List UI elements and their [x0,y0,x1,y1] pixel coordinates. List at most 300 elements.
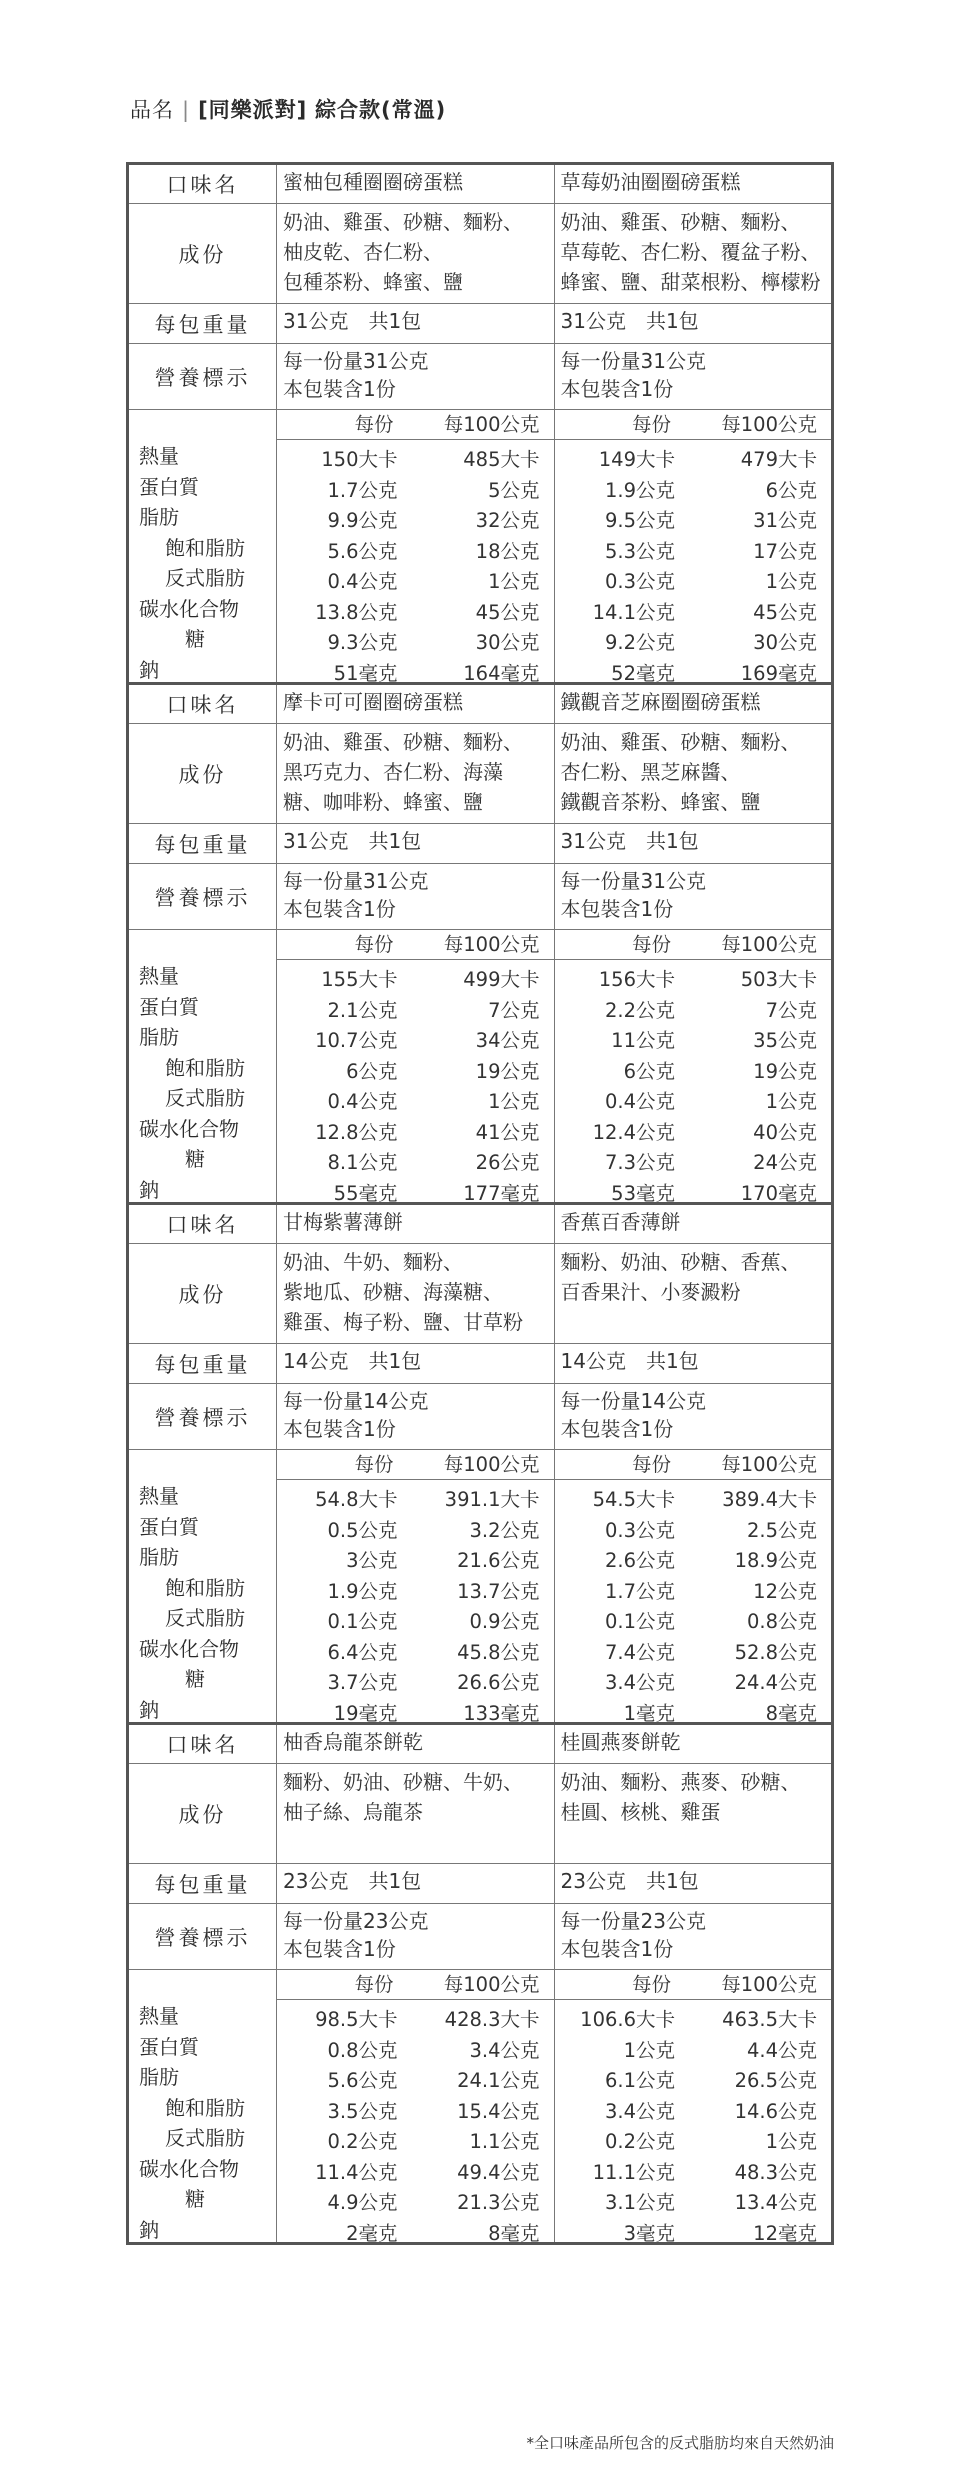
per-serving-value: 98.5大卡 [315,2008,398,2031]
weight-row-cell: 23公克 共1包 [554,1864,832,1903]
nutrition-label-row [129,344,831,410]
per-serving-header: 每份 [631,1453,671,1476]
per-serving-value: 149大卡 [598,448,675,471]
nutrition-header [277,1450,554,1480]
nutrient-values [555,659,832,690]
nutrient-values [277,1118,554,1149]
per-serving-value: 0.4公克 [604,1090,675,1113]
per-100g-value: 45.8公克 [457,1640,540,1664]
nutrient-values [277,1607,554,1638]
flavor-row-cell: 柚香烏龍茶餅乾 [283,1730,423,1754]
weight-row-cell: 31公克 共1包 [554,304,832,343]
weight-row-cell: 31公克 共1包 [554,824,832,863]
per-100g-value: 34公克 [475,1029,540,1052]
per-serving-value: 5.6公克 [327,539,398,563]
per-serving-value: 54.5大卡 [592,1488,675,1511]
per-serving-value: 12.4公克 [592,1120,675,1144]
nutrient-values [277,1638,554,1669]
weight-row-cell: 14公克 共1包 [554,1344,832,1383]
ingredients-row [129,1764,831,1864]
nutrient-name: 鈉 [139,1697,159,1722]
ingredient-line: 草莓乾、杏仁粉、覆盆子粉、 [560,240,821,264]
ingredient-line: 糖、咖啡粉、蜂蜜、鹽 [283,790,483,814]
per-100g-value: 169毫克 [740,661,817,685]
per-100g-value: 8毫克 [765,1701,817,1725]
nutrient-name: 蛋白質 [139,474,199,499]
nutrition-label-row-label: 營養標示 [129,864,277,929]
nutrition-header [277,930,554,960]
ingredients-row-label: 成份 [129,724,277,823]
per-serving-value: 0.2公克 [604,2130,675,2153]
flavor-row-label: 口味名 [129,685,277,723]
ingredient-line: 包種茶粉、蜂蜜、鹽 [283,270,463,294]
nutrient-values [277,2066,554,2097]
per-serving-value: 156大卡 [598,968,675,991]
nutrient-name: 飽和脂肪 [165,1575,245,1600]
per-100g-value: 49.4公克 [457,2160,540,2184]
per-100g-value: 1.1公克 [469,2130,540,2153]
nutrition-label-row-cell [277,1904,554,1969]
nutrient-name: 飽和脂肪 [165,1055,245,1080]
per-100g-value: 4.4公克 [746,2038,817,2062]
weight-row-label: 每包重量 [129,304,277,343]
nutrient-values [277,2219,554,2250]
nutrient-values [555,965,832,996]
per-serving-value: 6公克 [346,1059,398,1083]
nutrient-values [277,1057,554,1088]
nutrition-label-row [129,1384,831,1450]
flavor-row-label: 口味名 [129,1205,277,1243]
ingredients-row-cell [277,204,554,303]
ingredients-row-cell [277,1244,554,1343]
nutrient-values [555,2036,832,2067]
nutrient-values [555,2188,832,2219]
flavor-row-cell: 鐵觀音芝麻圈圈磅蛋糕 [554,685,832,723]
per-serving-value: 1毫克 [623,1701,675,1725]
per-100g-value: 1公克 [488,570,540,593]
per-100g-value: 41公克 [475,1120,540,1144]
nutrient-values [555,567,832,598]
flavor-row [129,165,831,204]
nutrition-label-row-label: 營養標示 [129,1384,277,1449]
per-100g-value: 3.2公克 [469,1518,540,1542]
nutrient-values [277,2097,554,2128]
per-100g-header: 每100公克 [443,1973,540,1996]
nutrient-name: 鈉 [139,2217,159,2242]
nutrient-name: 熱量 [139,2004,179,2028]
nutrition-label-row-cell [277,344,554,409]
per-serving-value: 9.2公克 [604,631,675,654]
per-serving-value: 155大卡 [321,968,398,991]
nutrient-name: 熱量 [139,1484,179,1508]
nutrition-facts-row-cell [554,1970,832,2245]
ingredient-line: 奶油、麵粉、燕麥、砂糖、 [560,1770,801,1794]
ingredient-line: 奶油、牛奶、麵粉、 [283,1250,463,1274]
flavor-row-cell: 桂圓燕麥餅乾 [554,1725,832,1763]
nutrient-values [277,1087,554,1118]
nutrition-facts-row-cell [277,1970,554,2245]
per-serving-value: 0.3公克 [604,570,675,593]
nutrient-name: 蛋白質 [139,2034,199,2059]
per-serving-value: 9.9公克 [327,509,398,532]
per-100g-value: 485大卡 [463,448,540,471]
per-100g-value: 30公克 [753,631,817,654]
per-serving-header: 每份 [354,413,394,436]
per-100g-value: 0.8公克 [746,1610,817,1633]
nutrition-facts-row-label [129,1970,277,2242]
ingredients-row-cell [554,1244,832,1343]
nutrient-name: 碳水化合物 [139,596,239,621]
ingredients-row-label: 成份 [129,1764,277,1863]
flavor-row [129,1725,831,1764]
per-100g-value: 40公克 [753,1120,817,1144]
per-100g-value: 18.9公克 [734,1549,817,1572]
ingredient-line: 奶油、雞蛋、砂糖、麵粉、 [560,210,801,234]
nutrient-values [555,537,832,568]
per-100g-header: 每100公克 [443,933,540,956]
nutrition-label-row-cell [554,344,832,409]
nutrition-label-line: 每一份量31公克 [560,869,706,893]
per-serving-value: 3毫克 [623,2221,675,2245]
per-serving-value: 12.8公克 [315,1120,398,1144]
nutrition-label-line: 本包裝含1份 [283,1937,396,1961]
nutrient-values [555,1026,832,1057]
nutrition-tables [126,162,834,2245]
per-100g-value: 13.4公克 [734,2191,817,2214]
nutrition-label-line: 本包裝含1份 [560,377,674,401]
weight-row-cell: 31公克 共1包 [283,309,422,333]
per-100g-header: 每100公克 [721,1973,817,1996]
nutrient-values [555,1668,832,1699]
per-100g-header: 每100公克 [443,1453,540,1476]
nutrition-label-line: 每一份量31公克 [283,869,429,893]
nutrient-name: 脂肪 [139,1025,179,1049]
per-serving-header: 每份 [354,1973,394,1996]
per-serving-header: 每份 [631,933,671,956]
nutrient-values [555,2066,832,2097]
nutrition-label-line: 每一份量31公克 [283,349,429,373]
per-serving-value: 1.7公克 [604,1579,675,1603]
nutrient-values [555,1577,832,1608]
nutrient-name: 蛋白質 [139,994,199,1019]
ingredient-line: 黑巧克力、杏仁粉、海藻 [283,760,503,784]
per-serving-header: 每份 [354,1453,394,1476]
ingredient-line: 紫地瓜、砂糖、海藻糖、 [283,1280,503,1304]
nutrition-header [555,410,832,440]
footnote: *全口味產品所包含的反式脂肪均來自天然奶油 [526,2434,834,2452]
nutrition-label-row-cell [554,864,832,929]
per-serving-value: 55毫克 [333,1181,398,1205]
per-serving-value: 5.3公克 [604,539,675,563]
per-100g-value: 19公克 [753,1059,817,1083]
nutrition-facts-row [129,1970,831,2245]
nutrition-facts-row [129,1450,831,1725]
per-100g-header: 每100公克 [721,413,817,436]
nutrient-values [277,1699,554,1730]
title-separator: | [182,98,191,122]
weight-row-cell: 23公克 共1包 [283,1869,422,1893]
product-block [126,1202,834,1725]
nutrition-label-line: 本包裝含1份 [560,1417,674,1441]
per-serving-value: 8.1公克 [327,1151,398,1174]
weight-row-cell: 14公克 共1包 [283,1349,422,1373]
per-100g-value: 30公克 [475,631,540,654]
ingredients-row-cell [554,724,832,823]
weight-row-label: 每包重量 [129,1344,277,1383]
nutrient-values [555,1118,832,1149]
per-100g-value: 26.6公克 [457,1671,540,1694]
product-brand: [同樂派對] [198,98,308,122]
nutrient-name: 碳水化合物 [139,2156,239,2181]
per-100g-value: 1公克 [765,2130,817,2153]
per-serving-value: 0.4公克 [327,1090,398,1113]
per-100g-value: 15.4公克 [457,2099,540,2123]
nutrient-values [555,1699,832,1730]
nutrition-label-line: 本包裝含1份 [560,1937,674,1961]
nutrient-values [277,445,554,476]
per-serving-value: 14.1公克 [592,600,675,624]
per-100g-value: 19公克 [475,1059,540,1083]
nutrient-name: 糖 [185,627,205,651]
per-serving-value: 2.1公克 [327,998,398,1022]
nutrition-label-row [129,864,831,930]
nutrition-facts-row-label [129,1450,277,1722]
nutrient-name: 脂肪 [139,1545,179,1569]
per-serving-value: 54.8大卡 [315,1488,398,1511]
nutrition-facts-row-label [129,410,277,682]
weight-row [129,824,831,864]
ingredient-line: 麵粉、奶油、砂糖、牛奶、 [283,1770,523,1794]
nutrition-header [555,1970,832,2000]
nutrient-values [555,1546,832,1577]
per-serving-value: 51毫克 [333,661,398,685]
nutrition-label-line: 每一份量14公克 [560,1389,706,1413]
nutrition-header [277,1970,554,2000]
nutrient-values [555,1607,832,1638]
per-100g-value: 7公克 [765,998,817,1022]
per-serving-value: 150大卡 [321,448,398,471]
per-100g-value: 24.1公克 [457,2069,540,2092]
per-100g-value: 48.3公克 [734,2160,817,2184]
ingredients-row [129,1244,831,1344]
nutrition-label-line: 本包裝含1份 [283,897,396,921]
nutrient-values [277,1546,554,1577]
ingredients-row-cell [554,204,832,303]
nutrient-values [555,598,832,629]
per-serving-value: 3.4公克 [604,1671,675,1694]
nutrition-label-line: 本包裝含1份 [283,1417,396,1441]
per-serving-header: 每份 [631,1973,671,1996]
per-100g-value: 503大卡 [740,968,817,991]
per-100g-value: 2.5公克 [746,1518,817,1542]
per-serving-value: 2毫克 [346,2221,398,2245]
nutrient-name: 碳水化合物 [139,1116,239,1141]
nutrient-values [277,1516,554,1547]
per-100g-value: 52.8公克 [734,1640,817,1664]
nutrient-name: 糖 [185,1667,205,1691]
per-100g-value: 45公克 [753,600,817,624]
nutrient-values [555,1148,832,1179]
per-serving-value: 0.8公克 [327,2038,398,2062]
nutrient-values [277,2036,554,2067]
nutrition-label-row-cell [554,1384,832,1449]
nutrition-facts-row-cell [277,410,554,685]
per-100g-value: 12毫克 [753,2221,817,2245]
per-serving-value: 0.1公克 [604,1610,675,1633]
nutrient-values [277,1485,554,1516]
ingredients-row-cell [554,1764,832,1863]
ingredient-line: 奶油、雞蛋、砂糖、麵粉、 [560,730,801,754]
per-100g-value: 389.4大卡 [722,1488,817,1511]
per-serving-value: 9.5公克 [604,509,675,532]
nutrition-label-line: 每一份量31公克 [560,349,706,373]
per-serving-value: 7.4公克 [604,1640,675,1664]
per-100g-header: 每100公克 [443,413,540,436]
per-100g-value: 7公克 [488,998,540,1022]
nutrition-label-row-cell [277,1384,554,1449]
nutrient-values [277,476,554,507]
nutrient-values [277,996,554,1027]
product-name: 綜合款(常溫) [314,98,447,122]
per-serving-value: 3.7公克 [327,1671,398,1694]
nutrition-label-row-cell [277,864,554,929]
ingredients-row [129,724,831,824]
per-serving-value: 9.3公克 [327,631,398,654]
nutrient-values [277,628,554,659]
per-100g-value: 26公克 [475,1151,540,1174]
per-serving-value: 11公克 [611,1029,675,1052]
per-100g-value: 32公克 [475,509,540,532]
per-serving-header: 每份 [354,933,394,956]
weight-row-label: 每包重量 [129,1864,277,1903]
per-serving-value: 3.5公克 [327,2099,398,2123]
weight-row [129,304,831,344]
nutrition-facts-row-label [129,930,277,1202]
per-serving-value: 11.4公克 [315,2160,398,2184]
per-serving-value: 1公克 [623,2038,675,2062]
ingredient-line: 杏仁粉、黑芝麻醬、 [560,760,741,784]
nutrient-name: 糖 [185,1147,205,1171]
per-serving-value: 11.1公克 [592,2160,675,2184]
per-serving-value: 3公克 [346,1549,398,1572]
per-serving-value: 0.1公克 [327,1610,398,1633]
nutrient-values [277,965,554,996]
per-100g-value: 26.5公克 [734,2069,817,2092]
per-serving-value: 6.1公克 [604,2069,675,2092]
ingredient-line: 蜂蜜、鹽、甜菜根粉、檸檬粉 [560,270,821,294]
ingredient-line: 百香果汁、小麥澱粉 [560,1280,741,1304]
product-block [126,162,834,685]
nutrient-name: 鈉 [139,657,159,682]
nutrient-values [555,1087,832,1118]
per-serving-value: 6.4公克 [327,1640,398,1664]
nutrient-name: 鈉 [139,1177,159,1202]
nutrient-name: 蛋白質 [139,1514,199,1539]
nutrient-values [277,1148,554,1179]
per-serving-value: 3.1公克 [604,2191,675,2214]
per-100g-value: 8毫克 [488,2221,540,2245]
ingredients-row-label: 成份 [129,204,277,303]
weight-row-label: 每包重量 [129,824,277,863]
per-serving-value: 2.2公克 [604,998,675,1022]
per-100g-value: 177毫克 [463,1181,540,1205]
per-serving-value: 13.8公克 [315,600,398,624]
per-serving-value: 106.6大卡 [580,2008,675,2031]
nutrition-facts-row-cell [554,1450,832,1725]
per-100g-value: 5公克 [488,478,540,502]
per-serving-value: 1.9公克 [604,478,675,502]
nutrient-name: 飽和脂肪 [165,535,245,560]
ingredient-line: 雞蛋、梅子粉、鹽、甘草粉 [283,1310,523,1334]
nutrient-values [277,567,554,598]
per-100g-value: 45公克 [475,600,540,624]
per-100g-value: 21.6公克 [457,1549,540,1572]
nutrition-label-row-label: 營養標示 [129,344,277,409]
nutrient-name: 反式脂肪 [165,1086,245,1110]
product-name-label: 品名 [130,98,174,122]
nutrient-values [277,1668,554,1699]
ingredients-row [129,204,831,304]
nutrient-values [555,445,832,476]
per-100g-value: 24公克 [753,1151,817,1174]
nutrient-name: 糖 [185,2187,205,2211]
per-serving-value: 2.6公克 [604,1549,675,1572]
nutrition-label-line: 每一份量14公克 [283,1389,429,1413]
nutrition-header [555,930,832,960]
flavor-row [129,1205,831,1244]
per-100g-value: 133毫克 [463,1701,540,1725]
ingredients-row-label: 成份 [129,1244,277,1343]
nutrient-name: 反式脂肪 [165,566,245,590]
nutrient-name: 飽和脂肪 [165,2095,245,2120]
per-serving-value: 0.4公克 [327,570,398,593]
per-serving-value: 6公克 [623,1059,675,1083]
per-serving-value: 52毫克 [611,661,675,685]
ingredients-row-cell [277,1764,554,1863]
nutrient-values [277,598,554,629]
per-100g-value: 1公克 [765,1090,817,1113]
product-block [126,1722,834,2245]
nutrition-facts-row-cell [554,930,832,1205]
per-serving-value: 0.2公克 [327,2130,398,2153]
nutrient-name: 反式脂肪 [165,2126,245,2150]
nutrition-label-line: 每一份量23公克 [283,1909,429,1933]
per-100g-value: 170毫克 [740,1181,817,1205]
per-100g-value: 0.9公克 [469,1610,540,1633]
per-serving-value: 5.6公克 [327,2069,398,2092]
per-100g-value: 499大卡 [463,968,540,991]
per-serving-value: 53毫克 [611,1181,675,1205]
nutrition-facts-row-cell [277,1450,554,1725]
per-100g-value: 21.3公克 [457,2191,540,2214]
nutrient-values [555,2158,832,2189]
per-serving-value: 7.3公克 [604,1151,675,1174]
nutrient-values [555,1057,832,1088]
nutrient-values [277,1577,554,1608]
per-100g-value: 479大卡 [740,448,817,471]
per-100g-value: 1公克 [488,1090,540,1113]
per-100g-value: 24.4公克 [734,1671,817,1694]
nutrition-facts-row-cell [277,930,554,1205]
nutrient-values [277,537,554,568]
nutrient-name: 反式脂肪 [165,1606,245,1630]
nutrient-values [277,2127,554,2158]
flavor-row-cell: 蜜柚包種圈圈磅蛋糕 [283,170,463,194]
flavor-row-label: 口味名 [129,165,277,203]
nutrient-values [555,1638,832,1669]
per-serving-value: 0.3公克 [604,1518,675,1542]
nutrient-values [277,2188,554,2219]
